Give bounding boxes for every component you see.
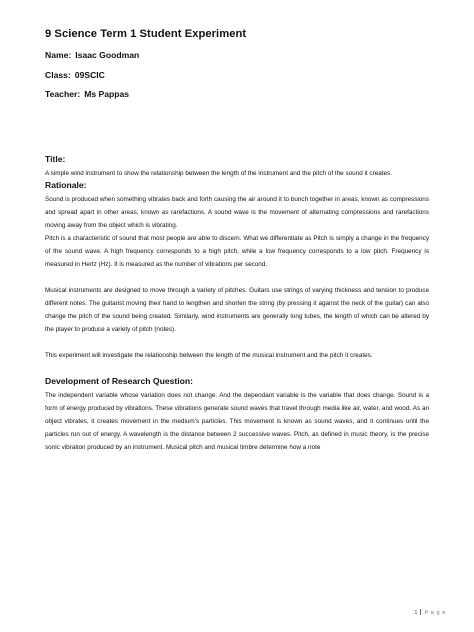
- rationale-paragraph-1: Sound is produced when something vibrates back and forth causing the air around it to bunch together in areas, known as compressions and spread apart in other areas, known as rarefactions. A sound wave is the movement of alternating compressions and rarefactions moving away from the object which is vibrating.: [45, 195, 429, 229]
- name-value: Isaac Goodman: [75, 50, 140, 60]
- class-label: Class:: [45, 69, 71, 80]
- footer-divider: [420, 609, 421, 615]
- document-body: [45, 28, 429, 454]
- teacher-line: [45, 89, 429, 99]
- teacher-label: Teacher:: [45, 89, 81, 99]
- rationale-paragraph-4: This experiment will investigate the relationship between the length of the musical instrument and the pitch it creates.: [45, 351, 373, 359]
- spacer: [45, 271, 429, 284]
- rationale-paragraph-2: Pitch is a characteristic of sound that most people are able to discern. What we differentiate as Pitch is simply a change in the frequency of the sound wave. A high frequency corresponds to a high pitch, while a low frequency corresponds to a low pitch. Frequency is measured in Hertz (Hz). It is measured as the number of vibrations per second.: [45, 234, 429, 268]
- rationale-paragraph-3: Musical instruments are designed to move through a variety of pitches. Guitars use strings of varying thickness and tension to produce different notes. The guitarist moving their hand to lengthen and shorten the string (by pressing it against the neck of the guitar) can also change the pitch of the sound being created. Similarly, wind instruments are generally long tubes, the length of which can be altered by the player to produce a variety of pitch (notes).: [45, 286, 429, 333]
- research-question-heading: Development of Research Question:: [45, 375, 194, 386]
- page-number: 1: [414, 610, 418, 616]
- student-name-line: [45, 50, 429, 60]
- class-line: [45, 70, 429, 80]
- rationale-heading: Rationale:: [45, 179, 87, 190]
- spacer: [45, 336, 429, 349]
- spacer: [45, 362, 429, 376]
- name-label: Name:: [45, 50, 72, 60]
- spacer: [45, 109, 429, 154]
- page-word: P a g e: [424, 610, 446, 616]
- class-value: 09SCIC: [74, 69, 105, 80]
- title-text: A simple wind instrument to show the relationship between the length of the instrument and the pitch of the sound it creates.: [45, 169, 392, 177]
- research-question-paragraph: The independent variable whose variation does not change. And the dependant variable is the variable that does change. Sound is a form of energy produced by vibrations. These vibrations generate sound waves that travel through media like air, water, and wood. As an object vibrates, it creates movement in the medium's particles. This movement is known as sound waves, and it continues until the particles run out of energy. A wavelength is the distance between 2 successive waves. Pitch, as defined in music theory, is the precise sonic vibration produced by an instrument. Musical pitch and musical timbre determine how a note: [45, 391, 429, 451]
- page-footer: [414, 609, 446, 616]
- teacher-value: Ms Pappas: [84, 89, 130, 99]
- title-heading: Title:: [45, 153, 66, 164]
- document-title: 9 Science Term 1 Student Experiment: [45, 28, 247, 40]
